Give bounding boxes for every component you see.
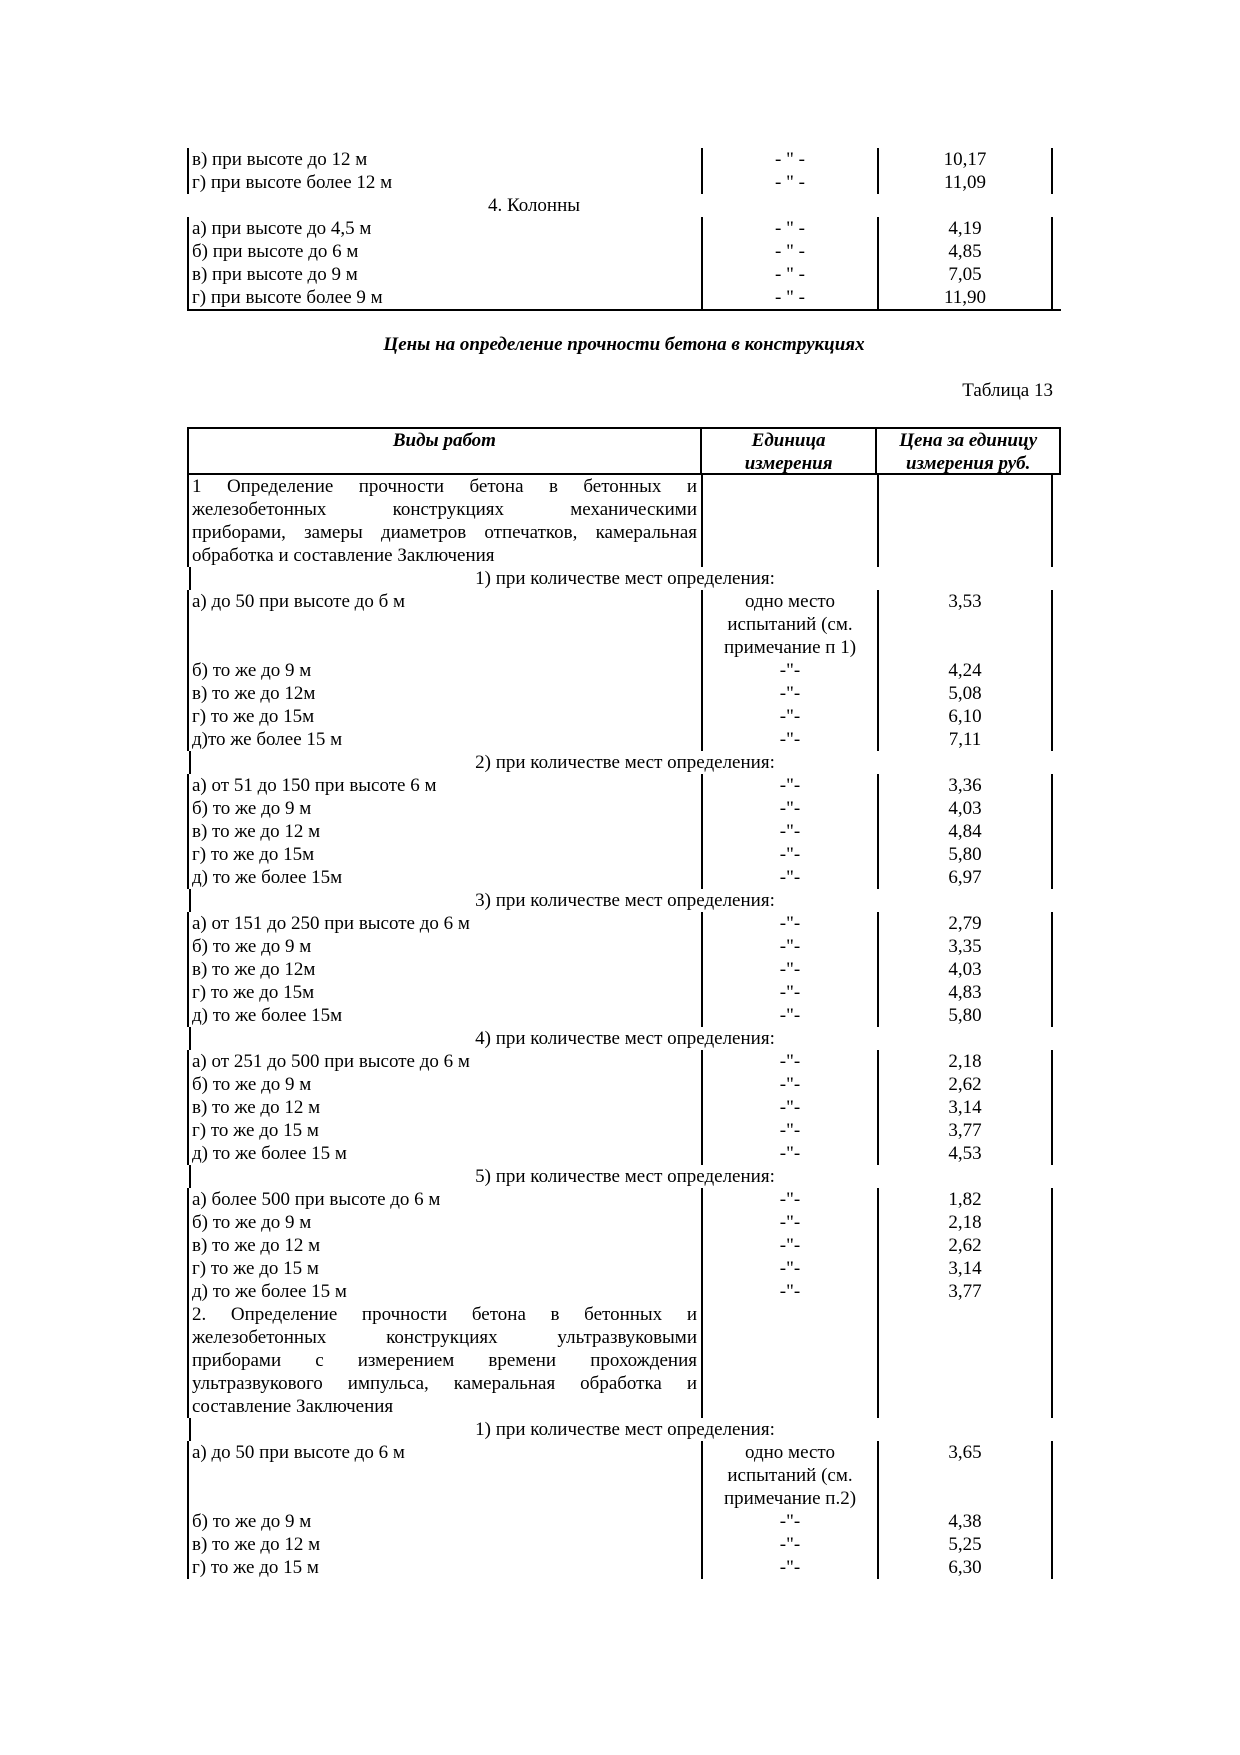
table-row: а) от 151 до 250 при высоте до 6 м -"- 2,79 — [187, 912, 1061, 935]
table-row: а) от 251 до 500 при высоте до 6 м -"- 2,18 — [187, 1050, 1061, 1073]
group-title: 4) при количестве мест определения: — [187, 1027, 1061, 1050]
table-row: в) то же до 12м -"- 5,08 — [187, 682, 1061, 705]
table-row: а) от 51 до 150 при высоте 6 м -"- 3,36 — [187, 774, 1061, 797]
table-row: д)то же более 15 м -"- 7,11 — [187, 728, 1061, 751]
table-row — [187, 475, 1061, 567]
section-heading: Цены на определение прочности бетона в конструкциях — [383, 334, 865, 355]
table-row: а) более 500 при высоте до 6 м -"- 1,82 — [187, 1188, 1061, 1211]
work-description: 1 Определение прочности бетона в бетонных и железобетонных конструкциях механическими приборами, замеры диаметров отпечатков, камеральная обработка и составление Заключения — [187, 475, 701, 567]
table-row: в) то же до 12 м -"- 5,25 — [187, 1533, 1061, 1556]
table-row: д) то же более 15м -"- 5,80 — [187, 1004, 1061, 1027]
table-row: б) то же до 9 м -"- 2,62 — [187, 1073, 1061, 1096]
table-row: г) то же до 15м -"- 4,83 — [187, 981, 1061, 1004]
table-row: а) до 50 при высоте до 6 м одно место испытаний (см. примечание п.2) 3,65 — [187, 1441, 1061, 1510]
header-unit: Единица измерения — [700, 429, 876, 473]
table-row: г) при высоте более 12 м - " - 11,09 — [187, 171, 1061, 194]
table-row: г) то же до 15 м -"- 6,30 — [187, 1556, 1061, 1579]
table-row: б) то же до 9 м -"- 4,38 — [187, 1510, 1061, 1533]
table-row: г) то же до 15м -"- 6,10 — [187, 705, 1061, 728]
table-row: б) то же до 9 м -"- 4,03 — [187, 797, 1061, 820]
table-row: а) при высоте до 4,5 м - " - 4,19 — [187, 217, 1061, 240]
group-title: 1) при количестве мест определения: — [187, 567, 1061, 590]
table-row: в) то же до 12 м -"- 4,84 — [187, 820, 1061, 843]
table-number: Таблица 13 — [962, 380, 1053, 401]
group-title: 1) при количестве мест определения: — [187, 1418, 1061, 1441]
top-table — [187, 148, 1061, 311]
table-row: б) то же до 9 м -"- 3,35 — [187, 935, 1061, 958]
table-body — [187, 475, 1061, 1579]
table-row: в) при высоте до 9 м - " - 7,05 — [187, 263, 1061, 286]
table-row: г) то же до 15м -"- 5,80 — [187, 843, 1061, 866]
table-row: б) то же до 9 м -"- 4,24 — [187, 659, 1061, 682]
group-title: 3) при количестве мест определения: — [187, 889, 1061, 912]
table-row: в) то же до 12 м -"- 2,62 — [187, 1234, 1061, 1257]
group-title: 2) при количестве мест определения: — [187, 751, 1061, 774]
table-header — [187, 427, 1061, 475]
table-row: д) то же более 15 м -"- 4,53 — [187, 1142, 1061, 1165]
table-row: а) до 50 при высоте до б м одно место испытаний (см. примечание п 1) 3,53 — [187, 590, 1061, 659]
table-row: в) то же до 12 м -"- 3,14 — [187, 1096, 1061, 1119]
table-row: б) то же до 9 м -"- 2,18 — [187, 1211, 1061, 1234]
table-row: д) то же более 15м -"- 6,97 — [187, 866, 1061, 889]
table-row: в) при высоте до 12 м - " - 10,17 — [187, 148, 1061, 171]
header-works: Виды работ — [392, 430, 496, 451]
table-row: г) то же до 15 м -"- 3,77 — [187, 1119, 1061, 1142]
table-row: г) при высоте более 9 м - " - 11,90 — [187, 286, 1061, 311]
table-row: б) при высоте до 6 м - " - 4,85 — [187, 240, 1061, 263]
group-title: 5) при количестве мест определения: — [187, 1165, 1061, 1188]
table-row: д) то же более 15 м -"- 3,77 — [187, 1280, 1061, 1303]
table-row: г) то же до 15 м -"- 3,14 — [187, 1257, 1061, 1280]
header-price: Цена за единицу измерения руб. — [875, 429, 1059, 473]
section-title: 4. Колонны — [487, 195, 581, 216]
table-row: в) то же до 12м -"- 4,03 — [187, 958, 1061, 981]
work-description: 2. Определение прочности бетона в бетонных и железобетонных конструкциях ультразвуковыми приборами с измерением времени прохождения ультразвукового импульса, камеральная обработка и составление Заключения — [187, 1303, 701, 1418]
table-row — [187, 1303, 1061, 1418]
